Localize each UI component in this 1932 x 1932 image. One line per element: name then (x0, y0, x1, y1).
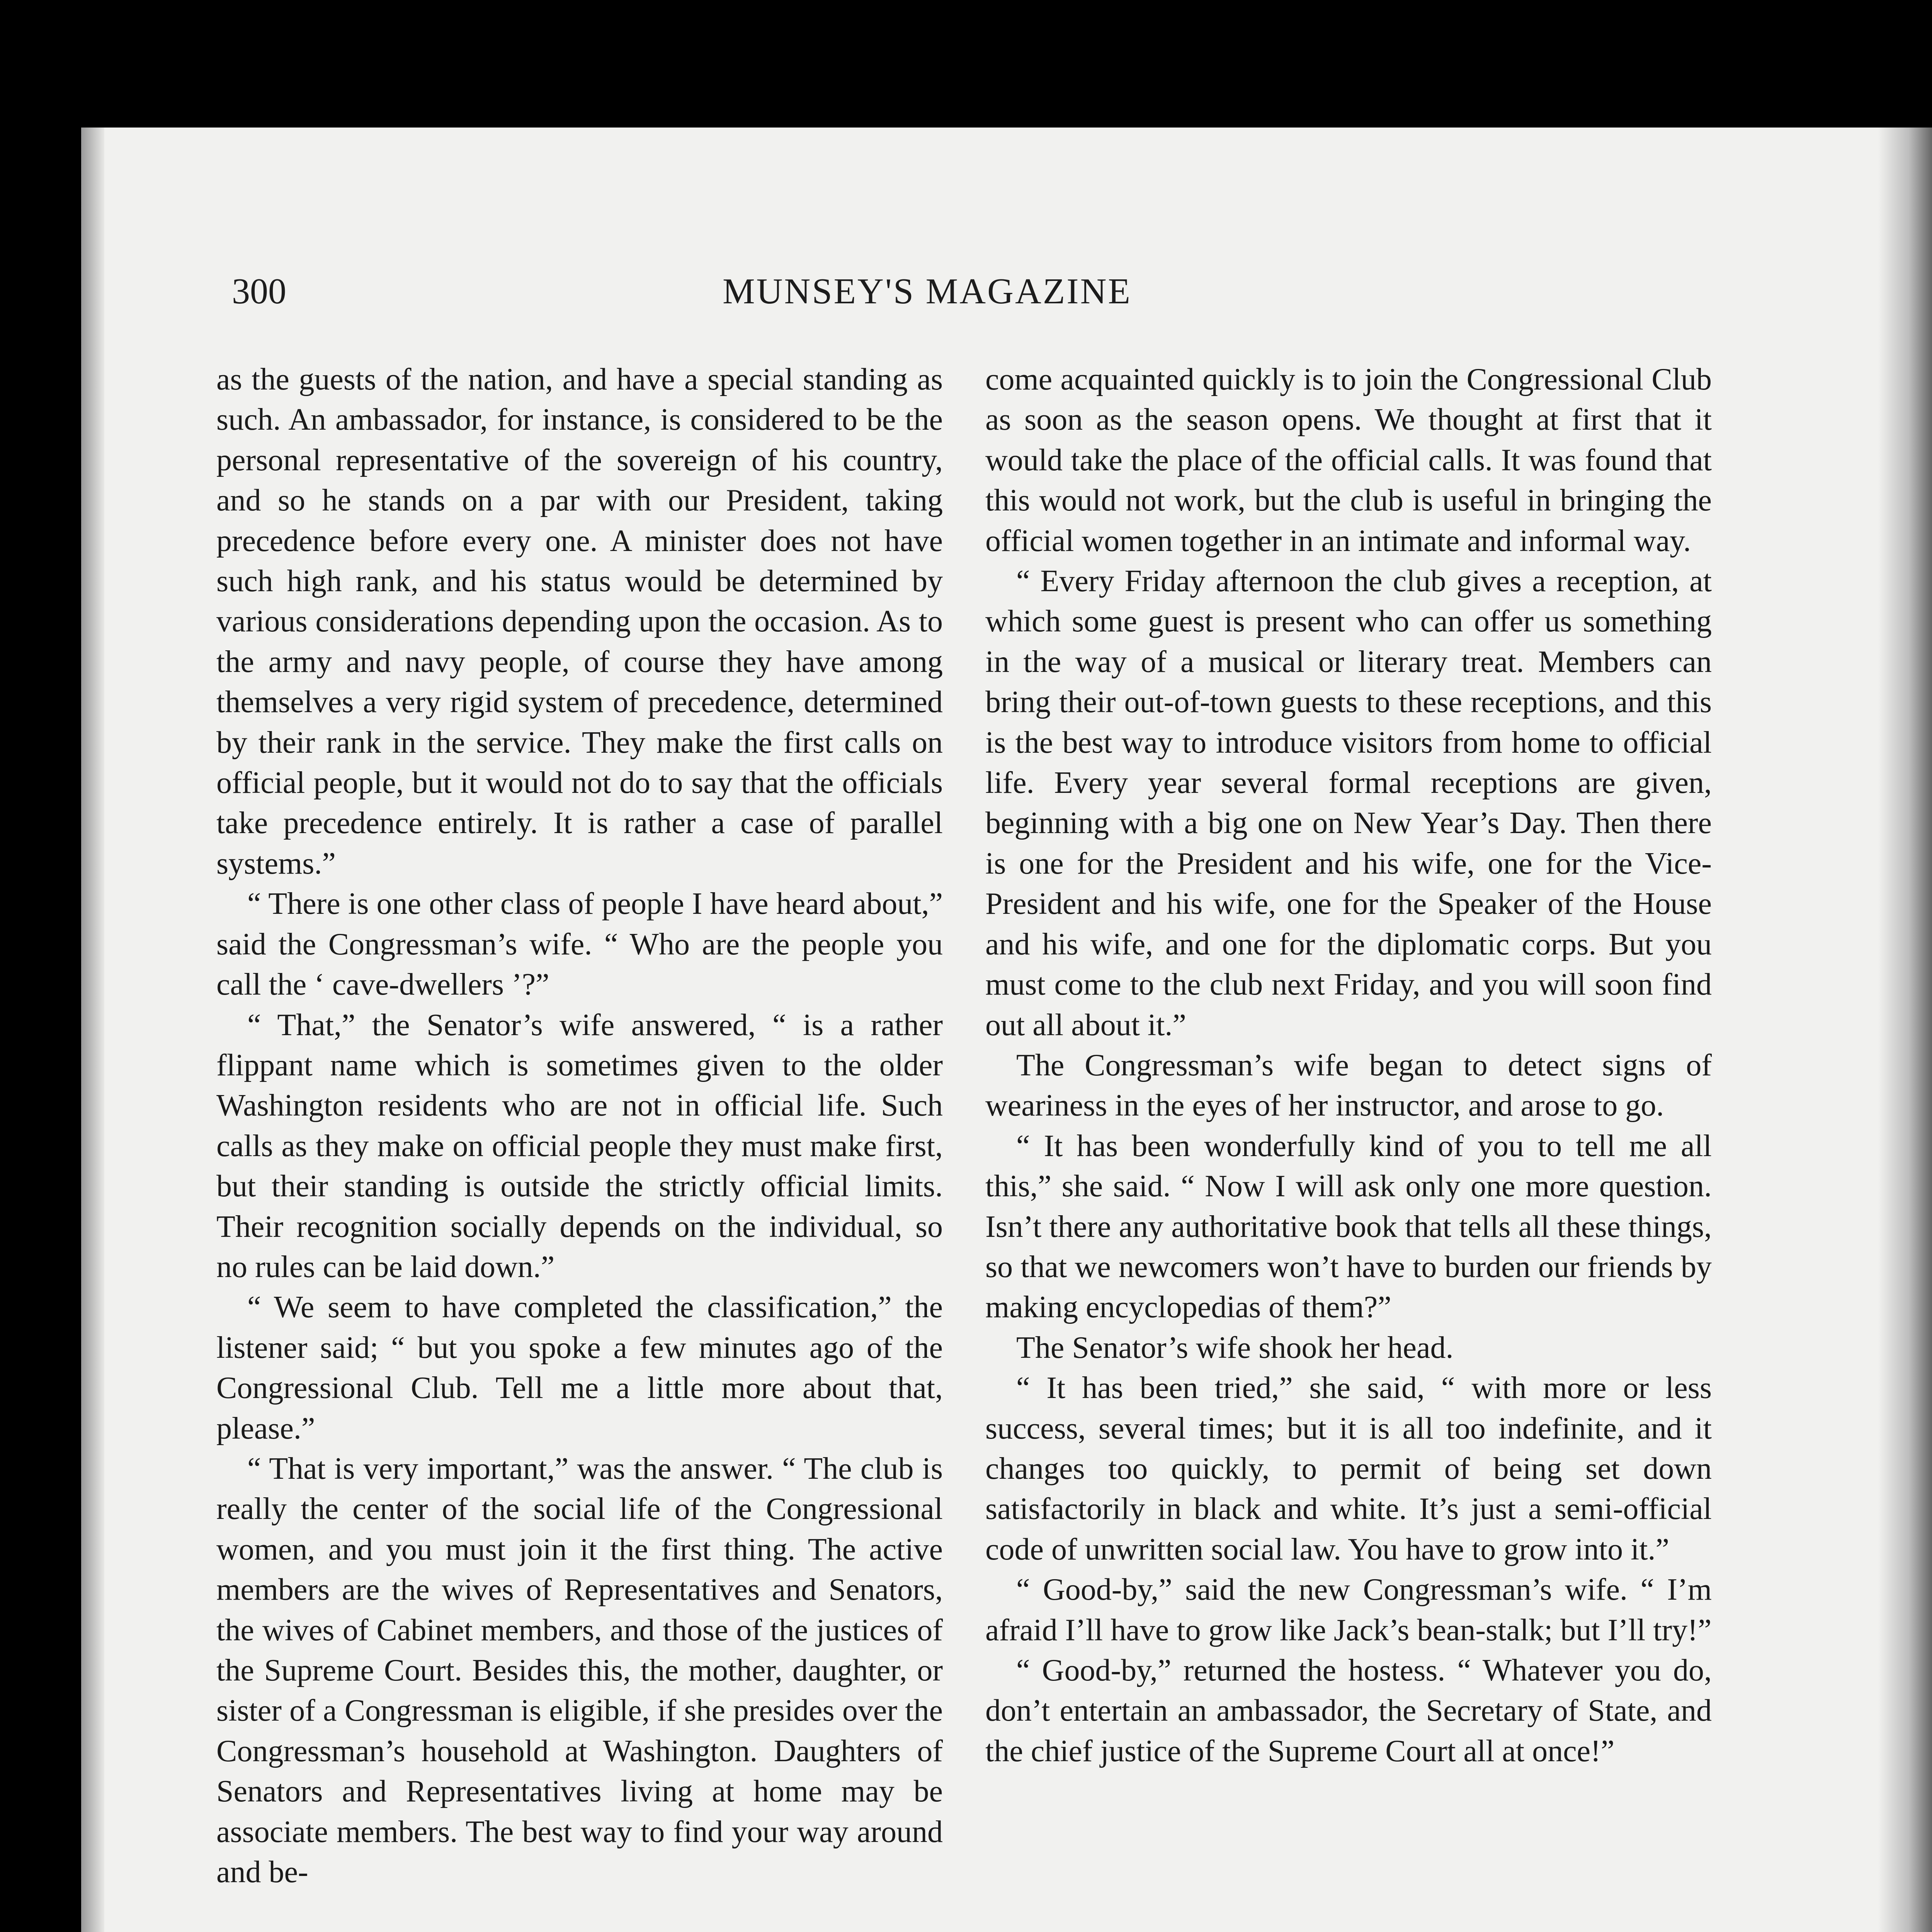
paragraph: “ It has been tried,” she said, “ with more or less success, several times; but it is all too indefinite, and it changes too quickly, to permit of being set down satisfactorily in black and white. It’s just a semi-official code of unwritten social law. You have to grow into it.” (985, 1371, 1712, 1566)
binding-fold-shadow (1878, 128, 1932, 1932)
paragraph: The Senator’s wife shook her head. (1016, 1330, 1454, 1365)
paragraph: The Congressman’s wife began to detect signs of weariness in the eyes of her instructor, and arose to go. (985, 1048, 1712, 1123)
paragraph: “ There is one other class of people I have heard about,” said the Congressman’s wife. “ Who are the people you call the ‘ cave-dwellers ’?” (216, 887, 943, 1002)
magazine-page (81, 128, 1932, 1932)
paragraph: “ Every Friday afternoon the club gives a reception, at which some guest is present who can offer us something in the way of a musical or literary treat. Members can bring their out-of-town guests to these receptions, and this is the best way to introduce visitors from home to official life. Every year several formal receptions are given, beginning with a big one on New Year’s Day. Then there is one for the President and his wife, one for the Vice-President and his wife, one for the Speaker of the House and his wife, and one for the diplomatic corps. But you must come to the club next Friday, and you will soon find out all about it.” (985, 564, 1712, 1042)
paragraph: as the guests of the nation, and have a special standing as such. An ambassador, for instance, is considered to be the personal representative of the sovereign of his country, and so he stands on a par with our President, taking precedence before every one. A minister does not have such high rank, and his status would be determined by various considerations depending upon the occasion. As to the army and navy people, of course they have among themselves a very rigid system of precedence, determined by their rank in the service. They make the first calls on official people, but it would not do to say that the officials take precedence entirely. It is rather a case of parallel systems.” (216, 362, 943, 881)
running-head: MUNSEY'S MAGAZINE (723, 271, 1132, 311)
paragraph: “ That is very important,” was the answer. “ The club is really the center of the social life of the Congressional women, and you must join it the first thing. The active members are the wives of Representatives and Senators, the wives of Cabinet members, and those of the justices of the Supreme Court. Besides this, the mother, daughter, or sister of a Congressman is eligible, if she presides over the Congressman’s household at Washington. Daughters of Senators and Representatives living at home may be associate members. The best way to find your way around and be- (216, 1451, 943, 1889)
page-edge-shadow (81, 128, 104, 1932)
article-column-right (985, 359, 1712, 1771)
paragraph: “ Good-by,” returned the hostess. “ Whatever you do, don’t entertain an ambassador, the Secretary of State, and the chief justice of the Supreme Court all at once!” (985, 1653, 1712, 1768)
page-number: 300 (232, 271, 286, 311)
paragraph: “ It has been wonderfully kind of you to tell me all this,” she said. “ Now I will ask only one more question. Isn’t there any authoritative book that tells all these things, so that we newcomers won’t have to burden our friends by making encyclopedias of them?” (985, 1129, 1712, 1325)
article-column-left (216, 359, 943, 1892)
paragraph: come acquainted quickly is to join the Congressional Club as soon as the season opens. We thought at first that it would take the place of the official calls. It was found that this would not work, but the club is useful in bringing the official women together in an intimate and informal way. (985, 362, 1712, 558)
paragraph: “ Good-by,” said the new Congressman’s wife. “ I’m afraid I’ll have to grow like Jack’s bean-stalk; but I’ll try!” (985, 1573, 1712, 1647)
paragraph: “ We seem to have completed the classification,” the listener said; “ but you spoke a few minutes ago of the Congressional Club. Tell me a little more about that, please.” (216, 1290, 943, 1446)
paragraph: “ That,” the Senator’s wife answered, “ is a rather flippant name which is sometimes given to the older Washington residents who are not in official life. Such calls as they make on official people they must make first, but their standing is outside the strictly official limits. Their recognition socially depends on the individual, so no rules can be laid down.” (216, 1008, 943, 1284)
